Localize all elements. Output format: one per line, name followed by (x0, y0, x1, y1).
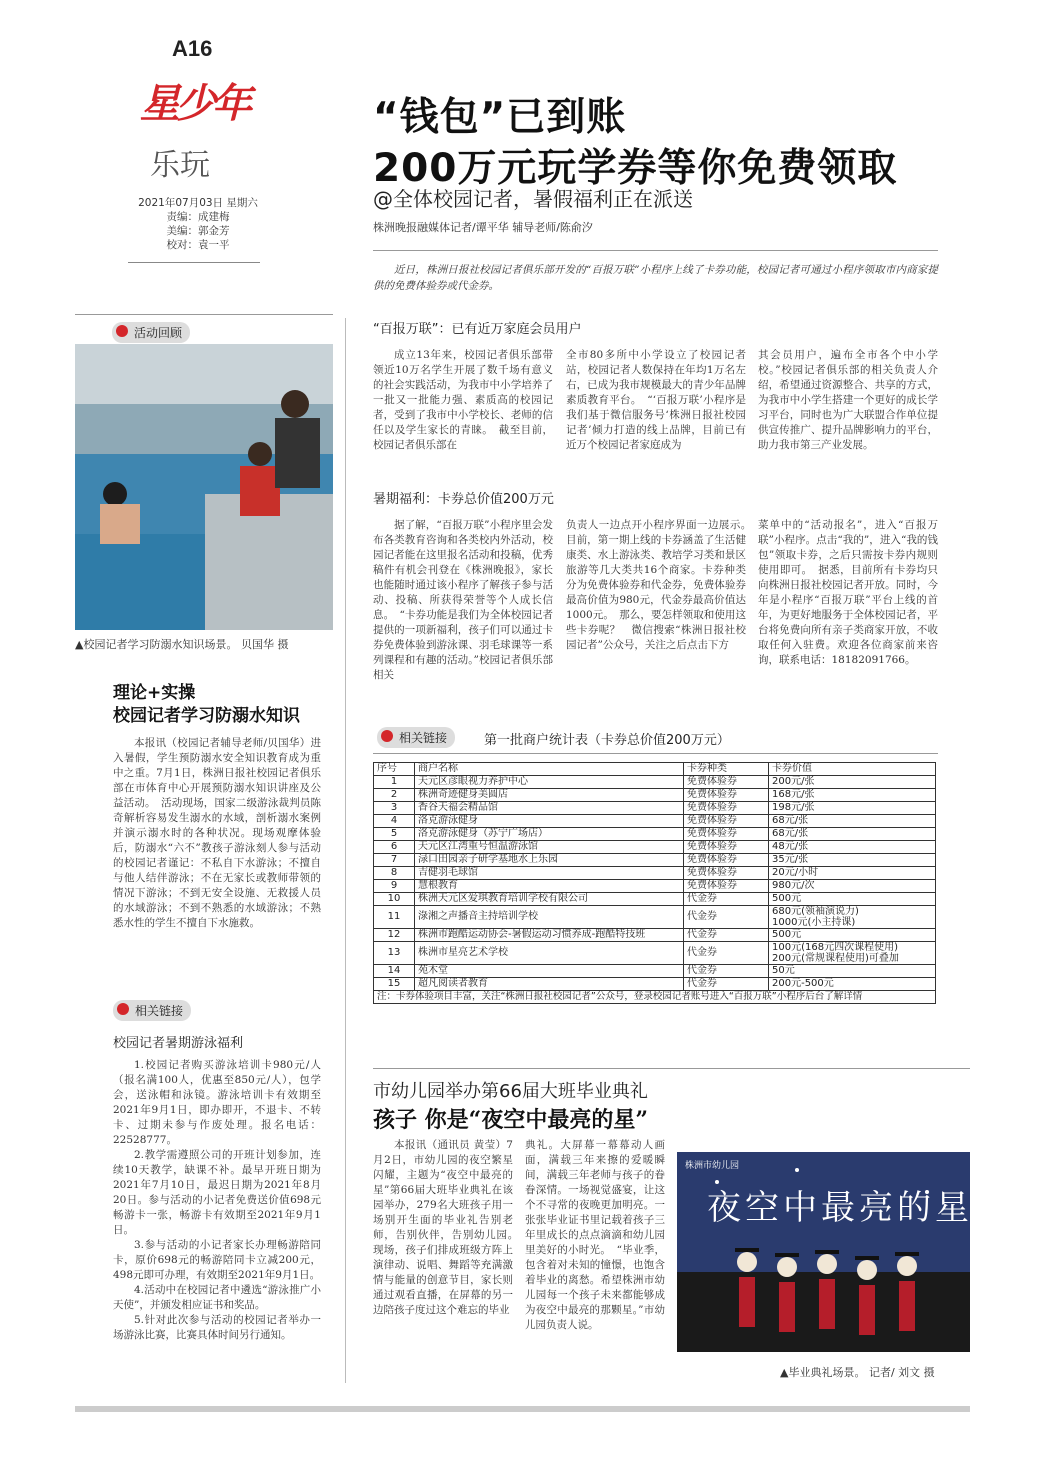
table-cell: 6 (374, 841, 415, 854)
column-header: 卡券价值 (769, 763, 936, 776)
table-cell: 苑木堂 (415, 965, 684, 978)
table-cell: 15 (374, 978, 415, 991)
table-cell: 1 (374, 776, 415, 789)
article-column: 成立13年来，校园记者俱乐部带领近10万名学生开展了数千场有意义的社会实践活动，为我市中小学培养了一批又一批能力强、素质高的校园记者，受到了我市中小学校长、老师的信任以及学生家长的青睐。 截至目前，校园记者俱乐部在 (373, 349, 553, 451)
designer-line: 美编：郭金芳 (166, 225, 230, 237)
table-note: 注：卡券体验项目丰富，关注“株洲日报社校园记者”公众号，登录校园记者账号进入“百报万联”小程序后台了解详情 (374, 991, 936, 1004)
table-cell: 3 (374, 802, 415, 815)
list-item: 1.校园记者购买游泳培训卡980元/人（报名满100人，优惠至850元/人），包学会，送泳帽和泳镜。游泳培训卡有效期至2021年9月1日，即办即开，不退卡、不转卡、过期未参与作废处理。报名电话：22528777。 (113, 1059, 321, 1146)
table-cell: 200元/张 (769, 776, 936, 789)
table-cell: 免费体验券 (684, 802, 769, 815)
left-article-body: 本报讯（校园记者辅导老师/贝国华）进入暑假，学生预防溺水安全知识教育成为重中之重。7月1日，株洲日报社校园记者俱乐部在市体育中心开展预防溺水知识讲座及公益活动。 活动现场，国家二级游泳裁判员陈奇解析容易发生溺水的水域，剖析溺水案例并演示溺水时的各种状况。现场观摩体验后，防溺水“六不”教孩子游泳刻人参与活动的校园记者谨记：不私自下水游泳；不擅自与他人结伴游泳；不在无家长或教师带领的情况下游泳；不到无安全设施、无救援人员的水域游泳；不到不熟悉的水域游泳；不熟悉水性的学生不擅自下水施救。 (113, 737, 321, 929)
activity-review-tag: 活动回顾 (112, 322, 190, 343)
table-cell: 免费体验券 (684, 776, 769, 789)
table-cell: 免费体验券 (684, 828, 769, 841)
left-headline-2: 校园记者学习防溺水知识 (113, 706, 300, 726)
table-cell: 吉健羽毛球馆 (415, 867, 684, 880)
table-cell: 200元-500元 (769, 978, 936, 991)
table-row (374, 893, 936, 906)
left-headline-1: 理论+实操 (113, 683, 196, 703)
table-cell: 免费体验券 (684, 815, 769, 828)
section-heading-members: “百报万联”：已有近万家庭会员用户 (373, 322, 582, 337)
table-note-row (374, 991, 936, 1004)
headline-subtitle: @全体校园记者，暑假福利正在派送 (373, 187, 693, 211)
table-cell: 免费体验券 (684, 841, 769, 854)
table-cell: 代金券 (684, 978, 769, 991)
table-cell: 淥湘之声播音主持培训学校 (415, 906, 684, 929)
table-row (374, 854, 936, 867)
table-row (374, 929, 936, 942)
table-cell: 株洲市跑酷运动协会-暑假运动习惯养成-跑酷特技班 (415, 929, 684, 942)
table-cell: 8 (374, 867, 415, 880)
table-cell: 9 (374, 880, 415, 893)
list-item: 5.针对此次参与活动的校园记者举办一场游泳比赛，比赛具体时间另行通知。 (113, 1314, 321, 1341)
pencil-icon (117, 1003, 129, 1015)
table-row (374, 828, 936, 841)
table-cell: 洛克游泳健身（苏宁广场店） (415, 828, 684, 841)
table-cell: 天元区江湾重号恒温游泳馆 (415, 841, 684, 854)
kindergarten-headline: 孩子 你是“夜空中最亮的星” (373, 1107, 648, 1133)
table-cell: 株洲奇迹健身美圆店 (415, 789, 684, 802)
table-cell: 代金券 (684, 929, 769, 942)
table-cell: 680元(领袖演说力) 1000元(小主持课) (769, 906, 936, 929)
column-header: 商户名称 (415, 763, 684, 776)
table-cell: 14 (374, 965, 415, 978)
table-row (374, 776, 936, 789)
date-line: 2021年07月03日 星期六 (138, 197, 258, 209)
table-cell: 渌口田园亲子研学基地水上乐园 (415, 854, 684, 867)
table-cell: 免费体验券 (684, 854, 769, 867)
divider (75, 314, 333, 315)
column-header: 卡券种类 (684, 763, 769, 776)
table-cell: 100元(168元四次课程使用) 200元(常规课程使用)可叠加 (769, 942, 936, 965)
swimming-scene (75, 344, 333, 630)
table-cell: 7 (374, 854, 415, 867)
editor-line: 责编：成建梅 (166, 211, 230, 223)
table-cell: 35元/张 (769, 854, 936, 867)
table-cell: 980元/次 (769, 880, 936, 893)
edition-meta (118, 196, 278, 252)
table-cell: 代金券 (684, 906, 769, 929)
kindergarten-column: 本报讯（通讯员 黄莹）7月2日，市幼儿园的夜空繁星闪耀，主题为“夜空中最亮的星”第66届大班毕业典礼在该园举办，279名大班孩子用一场别开生面的毕业礼告别老师，告别伙伴，告别幼儿园。 现场，孩子们排成班级方阵上演律动、说唱、舞蹈等充满激情与能量的创意节目，家长则通过观看直播，在屏幕的另一边陪孩子度过这个难忘的毕业 (373, 1139, 524, 1316)
school-name: 株洲市幼儿园 (685, 1161, 740, 1171)
table-cell: 天元区彦眼视力养护中心 (415, 776, 684, 789)
headline-line-1: “钱包”已到账 (373, 95, 627, 140)
table-cell: 11 (374, 906, 415, 929)
table-row (374, 867, 936, 880)
table-cell: 198元/张 (769, 802, 936, 815)
divider (373, 753, 938, 754)
list-item: 4.活动中在校园记者中遴选“游泳推广小天使”，并颁发相应证书和奖品。 (113, 1284, 321, 1311)
swim-benefits-list (113, 1058, 321, 1382)
table-cell: 4 (374, 815, 415, 828)
graduation-banner: 夜空中最亮的星 (707, 1188, 973, 1228)
table-header-row (374, 763, 936, 776)
table-cell: 代金券 (684, 965, 769, 978)
table-row (374, 978, 936, 991)
divider (373, 250, 938, 251)
table-cell: 12 (374, 929, 415, 942)
table-cell: 168元/张 (769, 789, 936, 802)
swimming-photo-caption: ▲校园记者学习防溺水知识场景。 贝国华 摄 (75, 638, 289, 651)
table-row (374, 942, 936, 965)
table-cell: 5 (374, 828, 415, 841)
table-row (374, 965, 936, 978)
kindergarten-kicker: 市幼儿园举办第66届大班毕业典礼 (373, 1081, 648, 1102)
headline-line-2: 200万元玩学券等你免费领取 (373, 146, 898, 191)
page-number: A16 (172, 36, 213, 61)
related-link-tag-left: 相关链接 (113, 1000, 191, 1021)
table-cell: 洛克游泳健身 (415, 815, 684, 828)
article-column: 全市80多所中小学设立了校园记者站，校园记者人数保持在年均1万名左右，已成为我市规模最大的青少年品牌素质教育平台。 “‘百报万联’小程序是我们基于微信服务号‘株洲日报社校园记者’倾力打造的线上品牌，目前已有近万个校园记者家庭成为 (566, 349, 746, 451)
table-cell: 20元/小时 (769, 867, 936, 880)
related-link-tag: 相关链接 (377, 727, 455, 748)
table-cell: 慧根教育 (415, 880, 684, 893)
byline: 株洲晚报融媒体记者/谭平华 辅导老师/陈俞汐 (373, 221, 593, 234)
table-row (374, 841, 936, 854)
article-column: 其会员用户，遍布全市各个中小学校。”校园记者俱乐部的相关负责人介绍，希望通过资源整合、共享的方式，为我市中小学生搭建一个更好的成长学习平台，同时也为广大联盟合作单位提供宣传推广、提升品牌影响力的平台，助力我市第三产业发展。 (758, 349, 938, 451)
table-cell: 500元 (769, 929, 936, 942)
table-row (374, 880, 936, 893)
meta-divider (128, 262, 260, 263)
table-cell: 2 (374, 789, 415, 802)
table-cell: 代金券 (684, 942, 769, 965)
table-cell: 超凡阅读者教育 (415, 978, 684, 991)
graduation-photo-caption: ▲毕业典礼场景。 记者/ 刘文 摄 (780, 1366, 935, 1379)
table-cell: 免费体验券 (684, 867, 769, 880)
table-cell: 免费体验券 (684, 789, 769, 802)
section-logo: 星少年 (140, 81, 248, 127)
article-column: 负责人一边点开小程序界面一边展示。 目前，第一期上线的卡券涵盖了生活健康类、水上游泳类、教培学习类和景区旅游等几大类共16个商家。卡券种类分为免费体验券和代金券，免费体验券最高价值为980元，代金券最高价值达1000元。 那么，要怎样领取和使用这些卡券呢？ 微信搜索“株洲日报社校园记者”公众号，关注之后点击下方 (566, 519, 757, 651)
table-cell: 香谷天福会精品馆 (415, 802, 684, 815)
merchant-table-title: 第一批商户统计表（卡券总价值200万元） (484, 733, 730, 748)
table-cell: 10 (374, 893, 415, 906)
table-cell: 免费体验券 (684, 880, 769, 893)
table-cell: 13 (374, 942, 415, 965)
section-heading-benefits: 暑期福利：卡券总价值200万元 (373, 492, 554, 507)
footer-bar (75, 1406, 970, 1412)
table-cell: 代金券 (684, 893, 769, 906)
swimming-photo (75, 344, 333, 630)
article-column: 据了解，“百报万联”小程序里会发布各类教育咨询和各类校内外活动，校园记者能在这里报名活动和投稿，优秀稿件有机会刊登在《株洲晚报》，家长也能随时通过该小程序了解孩子参与活动、投稿、所获得荣誉等个人成长信息。 “卡券功能是我们为全体校园记者提供的一项新福利，孩子们可以通过卡券免费体验到游泳课、羽毛球课等一系列课程和有趣的活动。”校园记者俱乐部相关 (373, 519, 553, 681)
divider (373, 1068, 970, 1069)
circle-icon (116, 325, 128, 337)
article-intro: 近日，株洲日报社校园记者俱乐部开发的“百报万联”小程序上线了卡券功能，校园记者可通过小程序领取市内商家提供的免费体验券或代金券。 (373, 264, 938, 292)
column-header: 序号 (374, 763, 415, 776)
proofreader-line: 校对：袁一平 (166, 239, 230, 251)
table-cell: 株洲市星亮艺术学校 (415, 942, 684, 965)
table-row (374, 906, 936, 929)
list-item: 2.教学需遵照公司的开班计划参加，连续10天教学，缺课不补。最早开班日期为2021年7月10日，最迟日期为2021年8月20日。参与活动的小记者免费送价值698元畅游卡一张，畅游卡有效期至2021年9月1日。 (113, 1149, 321, 1236)
swim-benefits-heading: 校园记者暑期游泳福利 (113, 1036, 244, 1051)
list-item: 3.参与活动的小记者家长办理畅游陪同卡，原价698元的畅游陪同卡立减200元，498元即可办理，有效期至2021年9月1日。 (113, 1239, 321, 1281)
table-cell: 500元 (769, 893, 936, 906)
graduation-photo (677, 1152, 973, 1352)
table-row (374, 802, 936, 815)
merchant-table (373, 762, 936, 1004)
merchant-table-body (374, 776, 936, 991)
section-logo-sub: 乐玩 (150, 148, 210, 183)
article-column: 菜单中的“活动报名”，进入“百报万联”小程序。点击“我的”，进入“我的钱包”领取卡券，之后只需按卡券内规则使用即可。 据悉，目前所有卡券均只向株洲日报社校园记者开放。同时，今年是小程序“百报万联”平台上线的首年，为更好地服务于全体校园记者，平台将免费向所有亲子类商家开放，不收取任何入驻费。欢迎各位商家前来咨询，联系电话：18182091766。 (758, 519, 938, 666)
column-rule (345, 318, 346, 1383)
pencil-icon (381, 730, 393, 742)
table-cell: 68元/张 (769, 828, 936, 841)
kindergarten-column: 典礼。大屏幕一幕幕动人画面，满载三年来擦的爱暖瞬间，满载三年老师与孩子的眷眷深情。一场视觉盛宴，让这个不寻常的夜晚更加明亮。一张张毕业证书里记载着孩子三年里成长的点点滴滴和幼儿园里美好的小时光。 “毕业季，包含着对未知的憧憬，也饱含着毕业的离愁。希望株洲市幼儿园每一个孩子未来都能够成为夜空中最亮的那颗星。”市幼儿园负责人说。 (525, 1139, 665, 1331)
table-cell: 株洲天元区爱琪教育培训学校有限公司 (415, 893, 684, 906)
table-cell: 48元/张 (769, 841, 936, 854)
table-cell: 68元/张 (769, 815, 936, 828)
table-cell: 50元 (769, 965, 936, 978)
table-row (374, 815, 936, 828)
table-row (374, 789, 936, 802)
